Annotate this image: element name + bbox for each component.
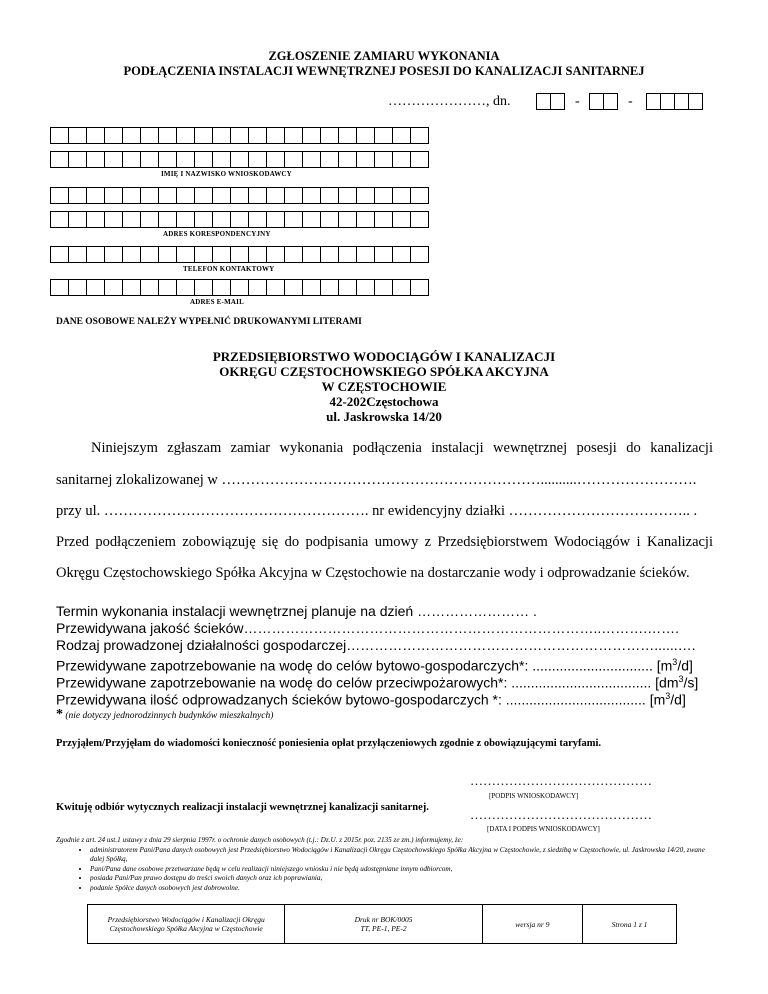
sewage-unit-sup: 3 <box>665 691 671 701</box>
name-boxes-row1[interactable] <box>50 127 429 144</box>
letter-box[interactable] <box>392 187 411 204</box>
gdpr-item: • Pani/Pana dane osobowe przetwarzane będą w celu realizacji niniejszego wniosku i nie będą udostępniane innym odbiorcom, <box>90 865 716 875</box>
letter-box[interactable] <box>140 187 159 204</box>
recipient-line2: OKRĘGU CZĘSTOCHOWSKIEGO SPÓŁKA AKCYJNA <box>219 364 549 379</box>
letter-box[interactable] <box>356 187 375 204</box>
letter-box[interactable] <box>122 211 141 228</box>
letter-box[interactable] <box>68 151 87 168</box>
letter-box[interactable] <box>248 246 267 263</box>
recipient-postal: 42-202Częstochowa <box>329 394 439 409</box>
letter-box[interactable] <box>158 151 177 168</box>
letter-box[interactable] <box>374 211 393 228</box>
obligation-line1: Przed podłączeniem zobowiązuję się do podpisania umowy z Przedsiębiorstwem Wodociągów i Kanalizacji <box>56 534 713 550</box>
footer-version: wersja nr 9 <box>482 905 582 944</box>
letter-box[interactable] <box>86 279 105 296</box>
footer-table <box>87 904 677 944</box>
letter-box[interactable] <box>230 246 249 263</box>
footer-company: Przedsiębiorstwo Wodociągów i Kanalizacji Okręgu Częstochowskiego Spółka Akcyjna w Częstochowie <box>88 905 285 944</box>
receipt-statement: Kwituję odbiór wytycznych realizacji instalacji wewnętrznej kanalizacji sanitarnej. <box>56 802 429 813</box>
letter-box[interactable] <box>248 187 267 204</box>
letter-box[interactable] <box>86 211 105 228</box>
fire-demand-text: Przewidywane zapotrzebowanie na wodę do celów przeciwpożarowych*: .................................... [dm <box>56 674 679 691</box>
email-boxes[interactable] <box>50 279 429 296</box>
letter-box[interactable] <box>284 151 303 168</box>
letter-box[interactable] <box>374 246 393 263</box>
gdpr-intro: Zgodnie z art. 24 ust.1 ustawy z dnia 29 sierpnia 1997r. o ochronie danych osobowych (t.j.: Dz.U. z 2015r. poz. 2135 ze zm.) informujemy, że: <box>56 836 464 844</box>
letter-box[interactable] <box>284 279 303 296</box>
date-prefix: …………………, dn. <box>388 94 511 109</box>
letter-box[interactable] <box>212 246 231 263</box>
letter-box[interactable] <box>356 127 375 144</box>
address-boxes-row2[interactable] <box>50 211 429 228</box>
letter-box[interactable] <box>410 151 429 168</box>
letter-box[interactable] <box>230 279 249 296</box>
gdpr-item: • podanie Spółce danych osobowych jest dobrowolne. <box>90 884 716 894</box>
letter-box[interactable] <box>212 279 231 296</box>
letter-box[interactable] <box>410 127 429 144</box>
letter-box[interactable] <box>338 279 357 296</box>
letter-box[interactable] <box>140 211 159 228</box>
letter-box[interactable] <box>320 246 339 263</box>
date-month-boxes[interactable] <box>589 93 618 110</box>
letter-box[interactable] <box>338 246 357 263</box>
letter-box[interactable] <box>158 279 177 296</box>
form-title-line2: PODŁĄCZENIA INSTALACJI WEWNĘTRZNEJ POSESJI DO KANALIZACJI SANITARNEJ <box>123 64 645 78</box>
sewage-text: Przewidywana ilość odprowadzanych ścieków bytowo-gospodarczych *: .................................... [m <box>56 691 666 708</box>
letter-box[interactable] <box>338 187 357 204</box>
letter-box[interactable] <box>392 127 411 144</box>
letter-box[interactable] <box>302 127 321 144</box>
letter-box[interactable] <box>284 127 303 144</box>
letter-box[interactable] <box>176 127 195 144</box>
letter-box[interactable] <box>410 246 429 263</box>
form-codes: TT, PE-1, PE-2 <box>360 924 407 933</box>
letter-box[interactable] <box>140 246 159 263</box>
recipient-line1: PRZEDSIĘBIORSTWO WODOCIĄGÓW I KANALIZACJI <box>212 349 556 364</box>
letter-box[interactable] <box>374 187 393 204</box>
letter-box[interactable] <box>104 211 123 228</box>
footer-form-number <box>285 905 482 944</box>
letter-box[interactable] <box>194 246 213 263</box>
letter-box[interactable] <box>302 187 321 204</box>
letter-box[interactable] <box>122 151 141 168</box>
letter-box[interactable] <box>374 279 393 296</box>
fees-acknowledgement: Przyjąłem/Przyjęłam do wiadomości konieczność poniesienia opłat przyłączeniowych zgodnie z obowiązującymi taryfami. <box>56 738 602 749</box>
letter-box[interactable] <box>68 279 87 296</box>
gdpr-notice <box>56 836 716 893</box>
letter-box[interactable] <box>320 279 339 296</box>
letter-box[interactable] <box>68 246 87 263</box>
letter-box[interactable] <box>50 246 69 263</box>
fire-unit-end: /s] <box>683 674 699 691</box>
letter-box[interactable] <box>410 211 429 228</box>
letter-box[interactable] <box>86 151 105 168</box>
letter-box[interactable] <box>302 246 321 263</box>
name-boxes-row2[interactable] <box>50 151 429 168</box>
footer-page: Strona 1 z 1 <box>583 905 677 944</box>
address-boxes-row1[interactable] <box>50 187 429 204</box>
letter-box[interactable] <box>320 187 339 204</box>
letter-box[interactable] <box>266 187 285 204</box>
letter-box[interactable] <box>176 211 195 228</box>
letter-box[interactable] <box>338 127 357 144</box>
letter-box[interactable] <box>320 211 339 228</box>
recipient-line3: W CZĘSTOCHOWIE <box>321 379 447 394</box>
date-separator-1: - <box>575 94 580 109</box>
letter-box[interactable] <box>50 187 69 204</box>
letter-box[interactable] <box>176 187 195 204</box>
letter-box[interactable] <box>212 187 231 204</box>
letter-box[interactable] <box>68 127 87 144</box>
letter-box[interactable] <box>176 279 195 296</box>
letter-box[interactable] <box>68 187 87 204</box>
letter-box[interactable] <box>176 151 195 168</box>
letter-box[interactable] <box>176 246 195 263</box>
letter-box[interactable] <box>356 211 375 228</box>
declaration-line1: Niniejszym zgłaszam zamiar wykonania podłączenia instalacji wewnętrznej posesji do kanalizacji <box>91 440 713 456</box>
letter-box[interactable] <box>104 187 123 204</box>
letter-box[interactable] <box>248 151 267 168</box>
letter-box[interactable] <box>158 246 177 263</box>
letter-box[interactable] <box>410 279 429 296</box>
phone-label: TELEFON KONTAKTOWY <box>183 265 275 273</box>
footnote-star: * <box>56 707 63 722</box>
letter-box[interactable] <box>284 187 303 204</box>
letter-box[interactable] <box>248 127 267 144</box>
date-day-boxes[interactable] <box>536 93 565 110</box>
letter-box[interactable] <box>50 151 69 168</box>
phone-boxes[interactable] <box>50 246 429 263</box>
recipient-street: ul. Jaskrowska 14/20 <box>326 409 442 424</box>
letter-box[interactable] <box>230 211 249 228</box>
letter-box[interactable] <box>104 151 123 168</box>
obligation-line2: Okręgu Częstochowskiego Spółka Akcyjna w Częstochowie na dostarczanie wody i odprowadzanie ścieków. <box>56 565 690 581</box>
letter-box[interactable] <box>374 151 393 168</box>
letter-box[interactable] <box>86 246 105 263</box>
letter-box[interactable] <box>302 151 321 168</box>
letter-box[interactable] <box>158 187 177 204</box>
letter-box[interactable] <box>266 246 285 263</box>
letter-box[interactable] <box>194 211 213 228</box>
letter-box[interactable] <box>158 211 177 228</box>
household-demand-text: Przewidywane zapotrzebowanie na wodę do celów bytowo-gospodarczych*: ............................... [m <box>56 657 673 674</box>
letter-box[interactable] <box>284 246 303 263</box>
signature-label-1: [PODPIS WNIOSKODAWCY] <box>489 792 579 800</box>
letter-box[interactable] <box>122 187 141 204</box>
date-year-boxes[interactable] <box>646 93 703 110</box>
letter-box[interactable] <box>86 127 105 144</box>
letter-box[interactable] <box>212 127 231 144</box>
letter-box[interactable] <box>122 246 141 263</box>
term-field[interactable]: Termin wykonania instalacji wewnętrznej planuje na dzień …………………… . <box>56 603 537 619</box>
letter-box[interactable] <box>122 127 141 144</box>
letter-box[interactable] <box>140 151 159 168</box>
letter-box[interactable] <box>68 211 87 228</box>
signature-line-1[interactable]: …………………………………… <box>470 773 652 788</box>
letter-box[interactable] <box>392 246 411 263</box>
letter-box[interactable] <box>104 246 123 263</box>
date-separator-2: - <box>628 94 633 109</box>
activity-field[interactable]: Rodzaj prowadzonej działalności gospodarczej…………………………………………………………......…. <box>56 637 696 653</box>
letter-box[interactable] <box>104 127 123 144</box>
details-footnote <box>56 705 273 723</box>
letter-box[interactable] <box>86 187 105 204</box>
letter-box[interactable] <box>266 279 285 296</box>
letter-box[interactable] <box>338 211 357 228</box>
household-unit-end: /d] <box>677 657 693 674</box>
email-label: ADRES E-MAIL <box>190 298 244 306</box>
letter-box[interactable] <box>230 127 249 144</box>
sewage-unit-end: /d] <box>670 691 686 708</box>
gdpr-item: • posiada Pani/Pan prawo dostępu do treści swoich danych oraz ich poprawiania, <box>90 874 716 884</box>
letter-box[interactable] <box>212 211 231 228</box>
quality-field[interactable]: Przewidywana jakość ścieków…………………………………………………………………..……….……. <box>56 620 680 636</box>
form-number: Druk nr BOK/0005 <box>354 915 413 924</box>
household-unit-sup: 3 <box>672 657 678 667</box>
letter-box[interactable] <box>140 127 159 144</box>
letter-box[interactable] <box>392 151 411 168</box>
letter-box[interactable] <box>356 279 375 296</box>
signature-line-2[interactable]: …………………………………… <box>470 807 652 822</box>
letter-box[interactable] <box>104 279 123 296</box>
letter-box[interactable] <box>194 187 213 204</box>
address-label: ADRES KORESPONDENCYJNY <box>163 230 271 238</box>
name-label: IMIĘ I NAZWISKO WNIOSKODAWCY <box>161 170 292 178</box>
signature-label-2: [DATA I PODPIS WNIOSKODAWCY] <box>487 825 600 833</box>
form-title-line1: ZGŁOSZENIE ZAMIARU WYKONANIA <box>268 49 500 63</box>
letter-box[interactable] <box>374 127 393 144</box>
letter-box[interactable] <box>266 127 285 144</box>
letter-box[interactable] <box>266 211 285 228</box>
letter-box[interactable] <box>410 187 429 204</box>
letter-box[interactable] <box>356 246 375 263</box>
letter-box[interactable] <box>230 187 249 204</box>
declaration-line3[interactable]: przy ul. ………………………………………………. nr ewidencyjny działki ……………………………….. . <box>56 503 698 519</box>
letter-box[interactable] <box>140 279 159 296</box>
letter-box[interactable] <box>320 151 339 168</box>
letter-box[interactable] <box>230 151 249 168</box>
letter-box[interactable] <box>194 127 213 144</box>
gdpr-item: • administratorem Pani/Pana danych osobowych jest Przedsiębiorstwo Wodociągów i Kanalizacji Okręgu Częstochowskiego Spółka Akcyjna w Częstochowie, z siedzibą w Częstochowie, ul. Jaskrowska 14/20, zwane dalej Spółką, <box>90 846 716 865</box>
letter-box[interactable] <box>392 279 411 296</box>
declaration-line2[interactable]: sanitarnej zlokalizowanej w …………………………………………………………..........……………………. <box>56 472 697 488</box>
letter-box[interactable] <box>392 211 411 228</box>
letter-box[interactable] <box>266 151 285 168</box>
letter-box[interactable] <box>122 279 141 296</box>
letter-box[interactable] <box>320 127 339 144</box>
letter-box[interactable] <box>50 279 69 296</box>
letter-box[interactable] <box>248 279 267 296</box>
letter-box[interactable] <box>194 279 213 296</box>
letter-box[interactable] <box>284 211 303 228</box>
letter-box[interactable] <box>356 151 375 168</box>
fire-unit-sup: 3 <box>678 674 684 684</box>
letter-box[interactable] <box>50 211 69 228</box>
letter-box[interactable] <box>248 211 267 228</box>
print-instruction: DANE OSOBOWE NALEŻY WYPEŁNIĆ DRUKOWANYMI LITERAMI <box>56 317 362 327</box>
letter-box[interactable] <box>50 127 69 144</box>
letter-box[interactable] <box>158 127 177 144</box>
gdpr-list <box>56 846 716 894</box>
letter-box[interactable] <box>212 151 231 168</box>
footnote-text: (nie dotyczy jednorodzinnych budynków mieszkalnych) <box>63 711 274 721</box>
letter-box[interactable] <box>194 151 213 168</box>
letter-box[interactable] <box>338 151 357 168</box>
letter-box[interactable] <box>302 211 321 228</box>
letter-box[interactable] <box>302 279 321 296</box>
